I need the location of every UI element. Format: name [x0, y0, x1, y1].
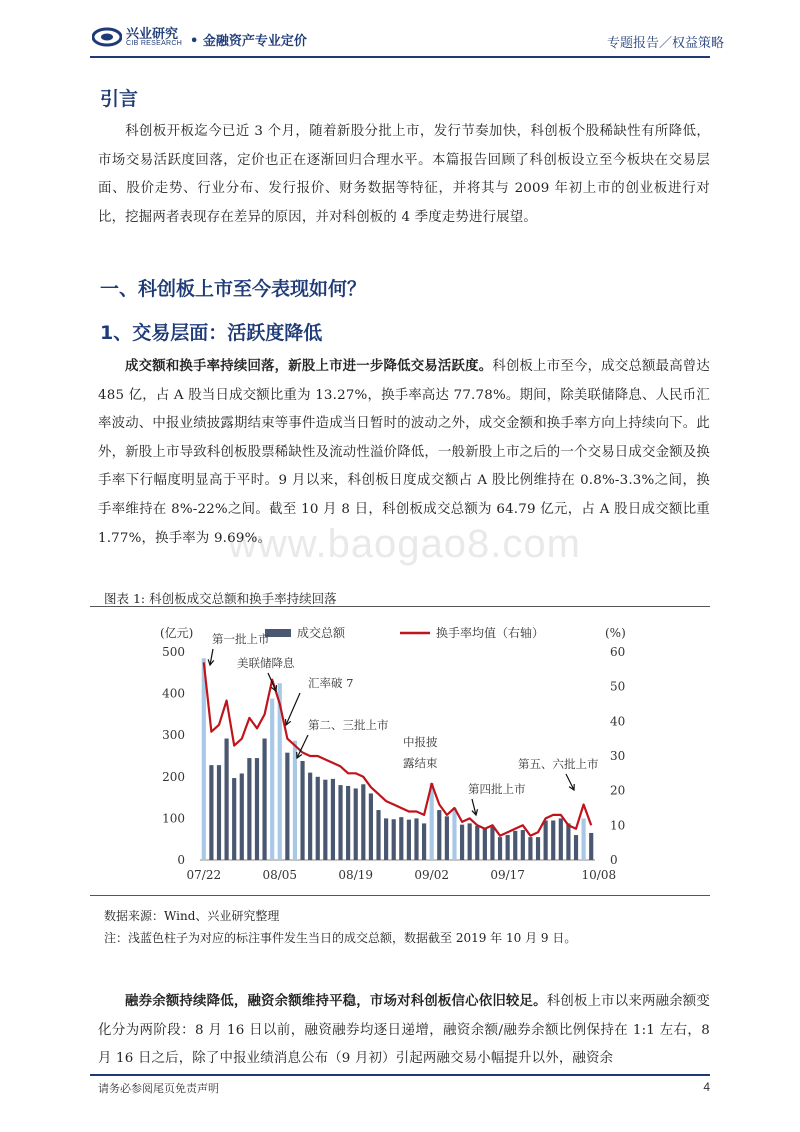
annotation-label: 第五、六批上市	[518, 757, 599, 771]
annotation-label: 露结束	[403, 756, 438, 770]
bar	[232, 778, 236, 860]
bar	[559, 818, 563, 860]
x-tick-label: 09/02	[414, 868, 449, 882]
annotation-label: 第一批上市	[212, 632, 270, 646]
y-left-tick-label: 300	[162, 728, 185, 743]
bar	[483, 829, 487, 860]
bar	[354, 788, 358, 860]
bar	[316, 777, 320, 860]
bar	[506, 835, 510, 860]
margin-paragraph	[98, 987, 710, 1074]
bar	[369, 793, 373, 860]
brand-name: 兴业研究	[126, 27, 179, 42]
brand-name-en: CIB RESEARCH	[126, 40, 183, 47]
intro-text: 科创板开板迄今已近 3 个月，随着新股分批上市，发行节奏加快，科创板个股稀缺性有所降低，市场交易活跃度回落，定价也正在逐渐回归合理水平。本篇报告回顾了科创板设立至今板块在交易层面、股价走势、行业分布、发行报价、财务数据等特征，并将其与 2009 年初上市的创业板进行对比，挖掘两者表现存在差异的原因，并对科创板的 4 季度走势进行展望。	[98, 124, 710, 225]
figure-bottom-rule	[90, 895, 710, 896]
section-1-title: 一、科创板上市至今表现如何？	[100, 278, 367, 300]
header-divider	[90, 56, 710, 58]
footer-divider	[90, 1074, 710, 1076]
legend-line-label: 换手率均值（右轴）	[436, 626, 545, 640]
bar	[582, 818, 586, 860]
watermark: www.baogao8.com	[228, 522, 581, 566]
y-left-tick-label: 500	[162, 645, 185, 659]
y-left-tick-label: 0	[177, 853, 185, 867]
bar	[293, 741, 297, 860]
y-right-tick-label: 60	[610, 645, 626, 659]
y-right-tick-label: 20	[610, 783, 626, 798]
x-tick-label: 09/17	[490, 868, 525, 882]
x-tick-label: 07/22	[186, 868, 222, 882]
bar	[224, 739, 228, 860]
bar	[574, 835, 578, 860]
y-right-tick-label: 30	[610, 749, 626, 763]
figure-top-rule	[90, 606, 710, 607]
bar	[202, 658, 206, 860]
bar	[300, 761, 304, 860]
annotation-arrow	[286, 693, 300, 725]
annotation-label: 汇率破 7	[308, 676, 354, 690]
bar	[240, 773, 244, 860]
bar	[414, 818, 418, 860]
annotation-label: 中报披	[403, 735, 438, 749]
y-right-unit: (%)	[605, 626, 626, 640]
y-left-tick-label: 100	[162, 811, 185, 826]
bar	[513, 831, 517, 860]
bar	[285, 753, 289, 860]
section-1-1-title: 1、交易层面：活跃度降低	[100, 322, 323, 344]
figure-title: 图表 1: 科创板成交总额和换手率持续回落	[104, 591, 337, 606]
y-right-tick-label: 40	[610, 714, 626, 729]
bar	[468, 823, 472, 860]
bar	[270, 699, 274, 860]
trading-paragraph	[98, 352, 710, 553]
y-left-unit: (亿元)	[160, 626, 194, 640]
bar	[528, 837, 532, 860]
trading-text: 科创板上市至今，成交总额最高曾达 485 亿，占 A 股当日成交额比重为 13.27%，换手率高达 77.78%。期间，除美联储降息、人民币汇率波动、中报业绩披露期结束等事件造成当日暂时的波动之外，成交金额和换手率方向上持续向下。此外，新股上市导致科创板股票稀缺性及流动性溢价降低，一般新股上市之后的一个交易日成交金额及换手率下行幅度明显高于平时。9 月以来，科创板日度成交额占 A 股比例维持在 0.8%-3.3%之间，换手率维持在 8%-22%之间。截至 10 月 8 日，科创板成交总额为 64.79 亿元，占 A 股日成交额比重 1.77%，换手率为 9.69%。	[98, 359, 710, 546]
bar	[407, 820, 411, 860]
bar	[376, 810, 380, 860]
bar	[475, 826, 479, 860]
bar	[331, 779, 335, 860]
annotation-label: 美联储降息	[237, 656, 295, 670]
footer-disclaimer: 请务必参阅尾页免责声明	[98, 1082, 219, 1095]
page-header	[0, 0, 800, 56]
bar	[445, 816, 449, 860]
bar	[308, 773, 312, 860]
bar	[536, 837, 540, 860]
y-right-tick-label: 50	[610, 679, 626, 694]
bar	[521, 830, 525, 860]
figure-source: 数据来源：Wind、兴业研究整理	[104, 909, 280, 923]
annotation-label: 第四批上市	[468, 782, 526, 796]
brand-tagline: • 金融资产专业定价	[190, 34, 307, 49]
y-right-tick-label: 0	[610, 853, 618, 867]
bar	[460, 825, 464, 860]
bar	[452, 808, 456, 860]
page-number: 4	[703, 1080, 710, 1094]
turnover-line	[204, 662, 591, 835]
trading-lead: 成交额和换手率持续回落，新股上市进一步降低交易活跃度。	[125, 358, 493, 374]
intro-paragraph	[98, 118, 710, 232]
x-tick-label: 10/08	[581, 868, 617, 882]
bar	[217, 765, 221, 860]
bar	[544, 820, 548, 860]
y-left-tick-label: 400	[162, 686, 185, 701]
bar	[392, 819, 396, 860]
y-left-tick-label: 200	[162, 769, 185, 784]
bar	[255, 758, 259, 860]
bar	[430, 783, 434, 860]
bar	[323, 780, 327, 860]
bar	[338, 785, 342, 860]
bar	[490, 827, 494, 860]
bar	[384, 818, 388, 860]
bar	[361, 784, 365, 860]
bar	[247, 758, 251, 860]
bar	[498, 837, 502, 860]
figure-note: 注：浅蓝色柱子为对应的标注事件发生当日的成交总额，数据截至 2019 年 10 月 9 日。	[104, 931, 577, 945]
x-tick-label: 08/19	[338, 868, 374, 882]
bar	[346, 786, 350, 860]
bar	[422, 823, 426, 860]
bar	[566, 823, 570, 860]
bar	[589, 833, 593, 860]
annotation-label: 第二、三批上市	[308, 718, 389, 732]
legend-bar-label: 成交总额	[297, 626, 346, 640]
bar	[551, 820, 555, 860]
intro-title: 引言	[100, 88, 139, 110]
y-right-tick-label: 10	[610, 818, 626, 833]
bar	[262, 739, 266, 860]
report-type: 专题报告／权益策略	[606, 36, 724, 51]
turnover-chart	[100, 615, 630, 885]
margin-lead: 融券余额持续降低，融资余额维持平稳，市场对科创板信心依旧较足。	[125, 993, 547, 1009]
bar	[437, 810, 441, 860]
cib-logo-icon	[92, 27, 122, 47]
x-tick-label: 08/05	[262, 868, 298, 882]
bar	[209, 765, 213, 860]
margin-text: 科创板上市以来两融余额变化分为两阶段：8 月 16 日以前，融资融券均逐日递增，融资余额/融券余额比例保持在 1:1 左右，8 月 16 日之后，除了中报业绩消息公布（9 月初）引起两融交易小幅提升以外，融资余	[98, 994, 710, 1067]
bar	[399, 817, 403, 860]
